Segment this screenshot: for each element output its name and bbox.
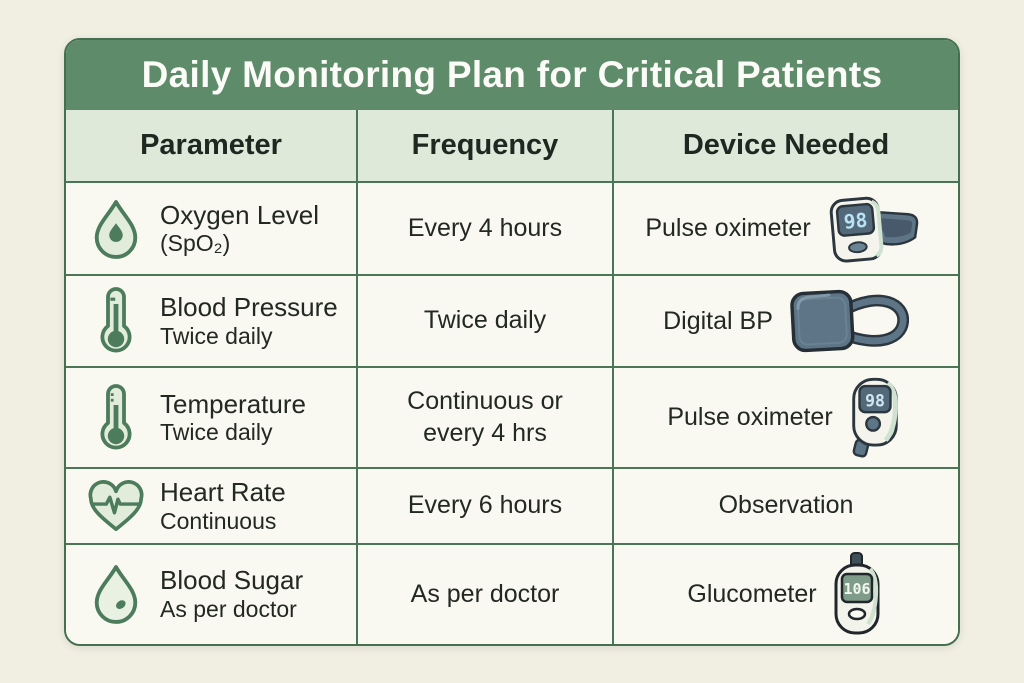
parameter-main-label: Heart Rate bbox=[160, 477, 286, 508]
parameter-cell bbox=[66, 183, 356, 274]
table-row-heart-rate bbox=[66, 469, 958, 544]
table-header-row bbox=[66, 110, 958, 183]
handheld-oximeter-icon bbox=[845, 376, 905, 460]
table-row-blood-sugar bbox=[66, 545, 958, 644]
glucometer-reading: 106 bbox=[843, 580, 871, 599]
frequency-cell: Twice daily bbox=[356, 276, 612, 365]
device-cell bbox=[612, 545, 958, 644]
pulse-oximeter-icon bbox=[823, 191, 927, 267]
monitoring-plan-table bbox=[64, 38, 960, 646]
heart-rate-icon bbox=[78, 477, 154, 535]
parameter-label bbox=[160, 477, 286, 535]
page-title: Daily Monitoring Plan for Critical Patients bbox=[141, 54, 883, 95]
parameter-sub-label: (SpO₂) bbox=[160, 230, 231, 257]
parameter-cell bbox=[66, 368, 356, 467]
column-header-device-needed: Device Needed bbox=[612, 110, 958, 181]
parameter-cell bbox=[66, 276, 356, 365]
device-cell bbox=[612, 183, 958, 274]
parameter-sub-label: Twice daily bbox=[160, 322, 273, 349]
device-cell bbox=[612, 469, 958, 542]
device-label: Glucometer bbox=[687, 579, 817, 608]
parameter-main-label: Oxygen Level bbox=[160, 199, 319, 230]
column-header-frequency: Frequency bbox=[356, 110, 612, 181]
parameter-label bbox=[160, 292, 338, 350]
device-label: Pulse oximeter bbox=[667, 403, 833, 432]
parameter-sub-label: Twice daily bbox=[160, 419, 273, 446]
parameter-cell bbox=[66, 469, 356, 542]
frequency-cell: As per doctor bbox=[356, 545, 612, 644]
parameter-cell bbox=[66, 545, 356, 644]
device-cell bbox=[612, 276, 958, 365]
glucometer-icon bbox=[829, 552, 885, 636]
parameter-main-label: Temperature bbox=[160, 388, 306, 419]
device-label: Digital BP bbox=[663, 306, 773, 335]
blood-drop-icon bbox=[78, 563, 154, 625]
table-row-temperature bbox=[66, 368, 958, 469]
table-row-oxygen-level bbox=[66, 183, 958, 276]
table-title-bar bbox=[66, 40, 958, 110]
thermometer-icon bbox=[78, 383, 154, 453]
parameter-label bbox=[160, 389, 306, 447]
parameter-sub-label: As per doctor bbox=[160, 596, 297, 623]
table-row-blood-pressure bbox=[66, 276, 958, 367]
device-label: Observation bbox=[718, 491, 854, 520]
frequency-cell: Continuous or every 4 hrs bbox=[356, 368, 612, 467]
frequency-cell: Every 4 hours bbox=[356, 183, 612, 274]
bp-cuff-icon bbox=[785, 284, 909, 358]
parameter-sub-label: Continuous bbox=[160, 507, 277, 534]
parameter-label bbox=[160, 565, 303, 623]
frequency-cell: Every 6 hours bbox=[356, 469, 612, 542]
column-header-parameter: Parameter bbox=[140, 129, 282, 161]
device-cell bbox=[612, 368, 958, 467]
thermometer-icon bbox=[78, 286, 154, 356]
oximeter-reading: 98 bbox=[842, 208, 869, 234]
parameter-main-label: Blood Sugar bbox=[160, 565, 304, 596]
oximeter-reading: 98 bbox=[864, 390, 885, 410]
parameter-label bbox=[160, 200, 319, 258]
device-label: Pulse oximeter bbox=[645, 214, 811, 243]
oxygen-drop-icon bbox=[78, 198, 154, 260]
parameter-main-label: Blood Pressure bbox=[160, 292, 338, 323]
